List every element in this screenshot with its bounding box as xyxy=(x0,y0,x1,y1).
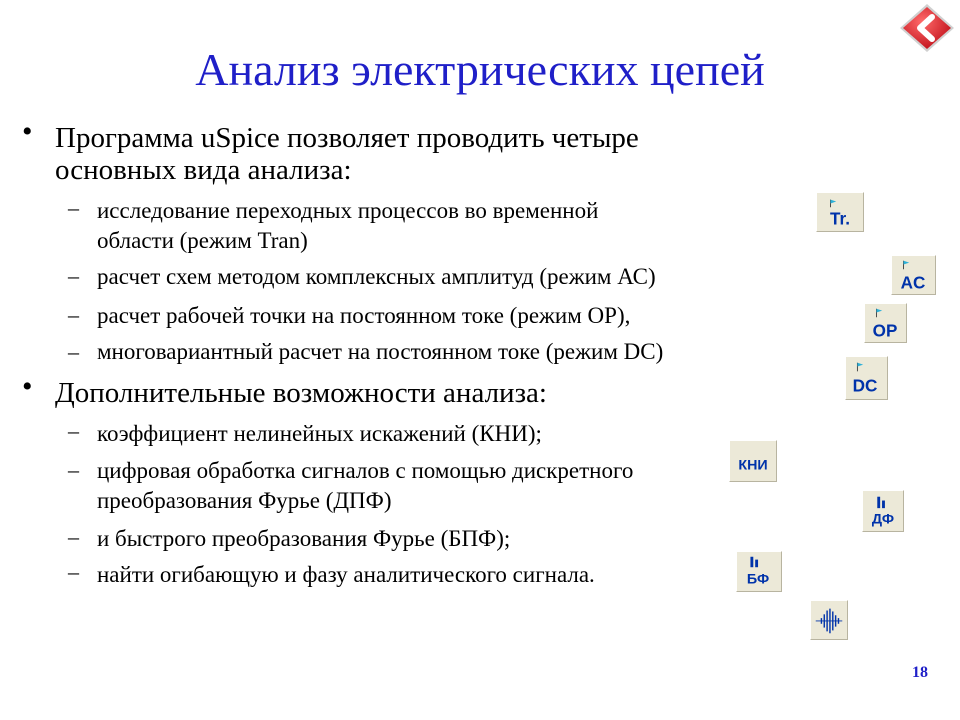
sub-bullet-text: расчет рабочей точки на постоянном токе (режим ОР), xyxy=(97,303,631,328)
sub-bullet-text: расчет схем методом комплексных амплитуд (режим АС) xyxy=(97,264,656,289)
sub-bullet-text: области (режим Tran) xyxy=(97,228,308,253)
sub-bullet-text: многовариантный расчет на постоянном токе (режим DC) xyxy=(97,339,664,364)
dash-marker: – xyxy=(68,559,79,584)
bullet-marker: • xyxy=(22,370,33,403)
bullet-text: Дополнительные возможности анализа: xyxy=(55,377,547,409)
chevron-left-icon xyxy=(898,2,956,54)
svg-text:DC: DC xyxy=(852,375,878,396)
svg-text:ДФ: ДФ xyxy=(871,511,895,528)
bullet-text: Программа uSpice позволяет проводить четыре xyxy=(55,122,639,154)
svg-text:Tr.: Tr. xyxy=(830,209,850,229)
dash-marker: – xyxy=(68,418,79,443)
svg-text:AC: AC xyxy=(900,273,926,293)
op-analysis-icon[interactable] xyxy=(864,303,907,343)
sub-bullet-text: и быстрого преобразования Фурье (БПФ); xyxy=(97,526,511,551)
dash-marker: – xyxy=(68,302,79,327)
dash-marker: – xyxy=(68,457,79,482)
ac-analysis-icon[interactable] xyxy=(891,255,936,295)
dpf-analysis-icon[interactable] xyxy=(862,490,904,532)
back-nav-button[interactable] xyxy=(898,2,956,54)
dash-marker: – xyxy=(68,339,79,364)
kni-analysis-icon[interactable] xyxy=(729,440,777,482)
sub-bullet-text: коэффициент нелинейных искажений (КНИ); xyxy=(97,421,542,446)
tran-analysis-icon[interactable] xyxy=(816,192,864,232)
dash-marker: – xyxy=(68,524,79,549)
sub-bullet-text: цифровая обработка сигналов с помощью дискретного xyxy=(97,458,634,483)
sub-bullet-text: найти огибающую и фазу аналитического сигнала. xyxy=(97,562,595,587)
svg-text:OP: OP xyxy=(872,321,898,341)
bullet-text: основных вида анализа: xyxy=(55,154,352,186)
dc-analysis-icon[interactable] xyxy=(845,356,888,400)
dash-marker: – xyxy=(68,263,79,288)
sub-bullet-text: исследование переходных процессов во временной xyxy=(97,198,599,223)
svg-text:БФ: БФ xyxy=(746,571,770,588)
sub-bullet-text: преобразования Фурье (ДПФ) xyxy=(97,488,392,513)
dash-marker: – xyxy=(68,195,79,220)
slide-title: Анализ электрических цепей xyxy=(195,44,765,95)
svg-text:КНИ: КНИ xyxy=(738,457,768,474)
bullet-marker: • xyxy=(22,115,33,148)
envelope-phase-icon[interactable] xyxy=(810,600,848,640)
page-number: 18 xyxy=(912,664,928,681)
bpf-analysis-icon[interactable] xyxy=(736,551,782,592)
